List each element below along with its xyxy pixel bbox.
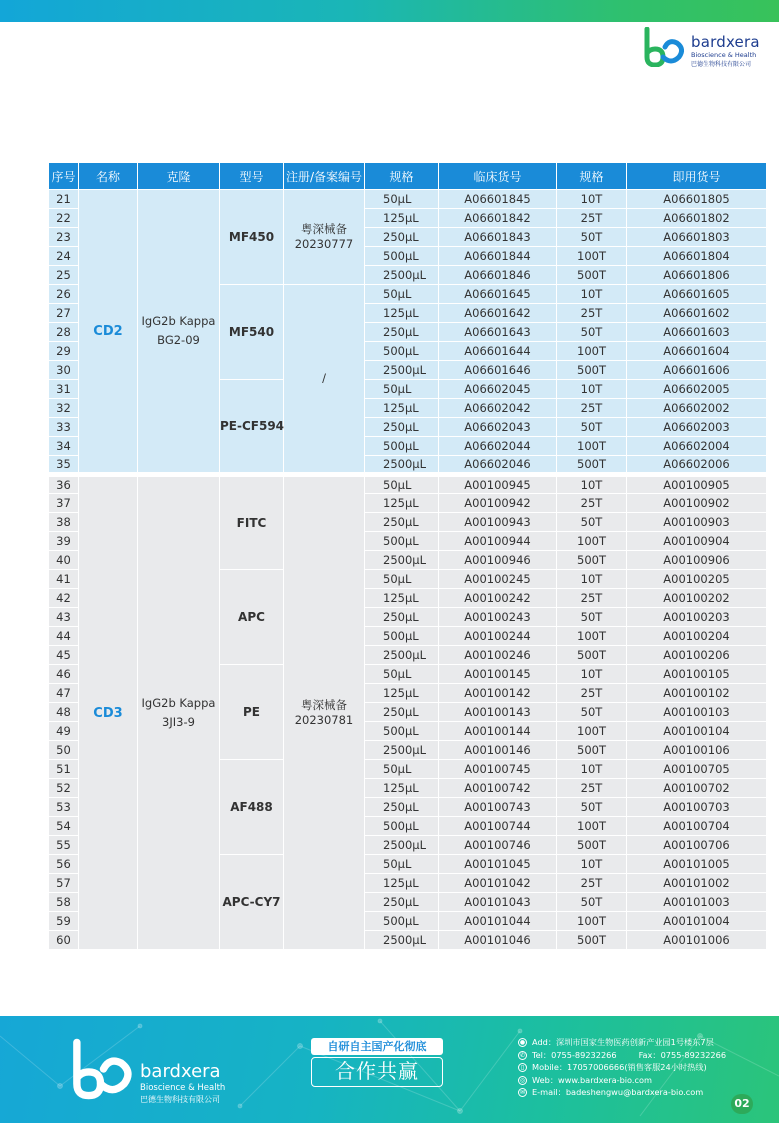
registration-line2: 20230777 xyxy=(294,237,354,251)
clinical-code: A00100242 xyxy=(439,589,557,608)
ready-code: A00100205 xyxy=(627,570,767,589)
spec-volume: 500μL xyxy=(365,912,439,931)
spec-tests: 100T xyxy=(557,817,627,836)
row-number: 47 xyxy=(49,684,79,703)
clinical-code: A00100245 xyxy=(439,570,557,589)
header-spec: 规格 xyxy=(365,163,439,190)
spec-tests: 500T xyxy=(557,361,627,380)
spec-volume: 250μL xyxy=(365,513,439,532)
clone-line1: IgG2b Kappa xyxy=(141,314,216,328)
clinical-code: A06601643 xyxy=(439,323,557,342)
ready-code: A00101005 xyxy=(627,855,767,874)
group-cd2 xyxy=(49,190,767,475)
footer-brand-sub-en: Bioscience & Health xyxy=(140,1083,226,1093)
spec-volume: 125μL xyxy=(365,304,439,323)
ready-code: A00100905 xyxy=(627,475,767,494)
row-number: 45 xyxy=(49,646,79,665)
spec-volume: 2500μL xyxy=(365,646,439,665)
header-spec-2: 规格 xyxy=(557,163,627,190)
row-number: 27 xyxy=(49,304,79,323)
spec-volume: 500μL xyxy=(365,532,439,551)
model-name: FITC xyxy=(220,475,284,570)
ready-code: A06602005 xyxy=(627,380,767,399)
header-name: 名称 xyxy=(79,163,138,190)
ready-code: A06601604 xyxy=(627,342,767,361)
row-number: 31 xyxy=(49,380,79,399)
spec-tests: 100T xyxy=(557,627,627,646)
row-number: 28 xyxy=(49,323,79,342)
row-number: 59 xyxy=(49,912,79,931)
spec-volume: 2500μL xyxy=(365,266,439,285)
spec-volume: 2500μL xyxy=(365,836,439,855)
row-number: 26 xyxy=(49,285,79,304)
spec-tests: 25T xyxy=(557,304,627,323)
spec-tests: 500T xyxy=(557,836,627,855)
ready-code: A00100202 xyxy=(627,589,767,608)
registration-cell: / xyxy=(284,285,365,475)
spec-tests: 500T xyxy=(557,931,627,950)
brand-name: bardxera xyxy=(691,33,760,51)
spec-volume: 50μL xyxy=(365,855,439,874)
row-number: 21 xyxy=(49,190,79,209)
clone-cell xyxy=(138,475,220,950)
clinical-code: A00101043 xyxy=(439,893,557,912)
clinical-code: A00100744 xyxy=(439,817,557,836)
spec-volume: 125μL xyxy=(365,494,439,513)
clinical-code: A06602045 xyxy=(439,380,557,399)
clinical-code: A06601845 xyxy=(439,190,557,209)
spec-volume: 500μL xyxy=(365,342,439,361)
clinical-code: A00100942 xyxy=(439,494,557,513)
row-number: 42 xyxy=(49,589,79,608)
spec-tests: 50T xyxy=(557,228,627,247)
row-number: 55 xyxy=(49,836,79,855)
header-ready-code: 即用货号 xyxy=(627,163,767,190)
row-number: 39 xyxy=(49,532,79,551)
spec-tests: 10T xyxy=(557,570,627,589)
registration-cell xyxy=(284,190,365,285)
registration-cell xyxy=(284,475,365,950)
clone-cell xyxy=(138,190,220,475)
spec-volume: 2500μL xyxy=(365,361,439,380)
clone-line2: 3JI3-9 xyxy=(162,715,195,729)
header-clinical-code: 临床货号 xyxy=(439,163,557,190)
row-number: 40 xyxy=(49,551,79,570)
spec-tests: 100T xyxy=(557,247,627,266)
ready-code: A06602004 xyxy=(627,437,767,456)
clinical-code: A06601646 xyxy=(439,361,557,380)
web-link[interactable]: Web：www.bardxera-bio.com xyxy=(532,1074,653,1085)
antigen-name: CD2 xyxy=(79,190,138,475)
row-number: 41 xyxy=(49,570,79,589)
clinical-code: A00100142 xyxy=(439,684,557,703)
clone-line2: BG2-09 xyxy=(157,333,200,347)
spec-tests: 25T xyxy=(557,399,627,418)
brand-sub-cn: 巴德生物科技有限公司 xyxy=(691,61,752,68)
mobile-text: Mobile：17057006666(销售客服24小时热线) xyxy=(532,1062,707,1073)
ready-code: A00100203 xyxy=(627,608,767,627)
spec-volume: 250μL xyxy=(365,893,439,912)
ready-code: A00100706 xyxy=(627,836,767,855)
model-name: MF540 xyxy=(220,285,284,380)
spec-tests: 100T xyxy=(557,532,627,551)
slogan-top: 自研自主国产化彻底 xyxy=(311,1038,443,1055)
spec-tests: 25T xyxy=(557,209,627,228)
spec-tests: 25T xyxy=(557,779,627,798)
spec-tests: 500T xyxy=(557,646,627,665)
spec-volume: 50μL xyxy=(365,190,439,209)
row-number: 23 xyxy=(49,228,79,247)
spec-tests: 50T xyxy=(557,703,627,722)
row-number: 35 xyxy=(49,456,79,475)
spec-tests: 10T xyxy=(557,380,627,399)
spec-volume: 500μL xyxy=(365,247,439,266)
model-name: PE-CF594 xyxy=(220,380,284,475)
top-gradient-bar xyxy=(0,0,779,22)
row-number: 38 xyxy=(49,513,79,532)
spec-volume: 500μL xyxy=(365,722,439,741)
model-name: APC xyxy=(220,570,284,665)
clinical-code: A00100244 xyxy=(439,627,557,646)
ready-code: A00100705 xyxy=(627,760,767,779)
row-number: 50 xyxy=(49,741,79,760)
spec-tests: 100T xyxy=(557,722,627,741)
spec-tests: 50T xyxy=(557,323,627,342)
ready-code: A00100104 xyxy=(627,722,767,741)
clinical-code: A00100943 xyxy=(439,513,557,532)
mobile-icon: ▯ xyxy=(518,1063,527,1072)
clinical-code: A06601644 xyxy=(439,342,557,361)
ready-code: A06601602 xyxy=(627,304,767,323)
header-model: 型号 xyxy=(220,163,284,190)
spec-volume: 125μL xyxy=(365,874,439,893)
spec-tests: 25T xyxy=(557,589,627,608)
clinical-code: A00100145 xyxy=(439,665,557,684)
bardxera-logo-icon xyxy=(68,1038,136,1100)
ready-code: A00100105 xyxy=(627,665,767,684)
clinical-code: A00100745 xyxy=(439,760,557,779)
header-clone: 克隆 xyxy=(138,163,220,190)
clinical-code: A00101042 xyxy=(439,874,557,893)
clone-line1: IgG2b Kappa xyxy=(141,696,216,710)
row-number: 52 xyxy=(49,779,79,798)
page-number: 02 xyxy=(731,1094,753,1114)
clinical-code: A00100146 xyxy=(439,741,557,760)
model-name: APC-CY7 xyxy=(220,855,284,950)
ready-code: A00100103 xyxy=(627,703,767,722)
ready-code: A06601804 xyxy=(627,247,767,266)
clinical-code: A00100246 xyxy=(439,646,557,665)
ready-code: A06601802 xyxy=(627,209,767,228)
clinical-code: A00100144 xyxy=(439,722,557,741)
clinical-code: A06601645 xyxy=(439,285,557,304)
row-number: 24 xyxy=(49,247,79,266)
spec-volume: 2500μL xyxy=(365,551,439,570)
spec-volume: 250μL xyxy=(365,323,439,342)
clinical-code: A06601844 xyxy=(439,247,557,266)
table-header-row xyxy=(49,163,767,190)
product-table xyxy=(48,162,767,950)
clinical-code: A06602046 xyxy=(439,456,557,475)
row-number: 22 xyxy=(49,209,79,228)
bardxera-logo-icon xyxy=(641,27,687,67)
footer xyxy=(0,1016,779,1123)
spec-tests: 25T xyxy=(557,494,627,513)
spec-volume: 500μL xyxy=(365,437,439,456)
ready-code: A00100902 xyxy=(627,494,767,513)
location-icon: ● xyxy=(519,1039,526,1046)
ready-code: A00100106 xyxy=(627,741,767,760)
footer-brand-sub-cn: 巴德生物科技有限公司 xyxy=(140,1095,220,1104)
spec-tests: 10T xyxy=(557,190,627,209)
spec-volume: 250μL xyxy=(365,608,439,627)
spec-tests: 50T xyxy=(557,513,627,532)
ready-code: A06602006 xyxy=(627,456,767,475)
row-number: 44 xyxy=(49,627,79,646)
spec-volume: 125μL xyxy=(365,589,439,608)
clinical-code: A06601846 xyxy=(439,266,557,285)
address-text: Add：深圳市国家生物医药创新产业园1号楼东7层 xyxy=(532,1037,714,1047)
spec-tests: 500T xyxy=(557,741,627,760)
row-number: 30 xyxy=(49,361,79,380)
model-name: PE xyxy=(220,665,284,760)
spec-tests: 500T xyxy=(557,456,627,475)
ready-code: A00100704 xyxy=(627,817,767,836)
ready-code: A06601806 xyxy=(627,266,767,285)
spec-volume: 250μL xyxy=(365,703,439,722)
ready-code: A00101006 xyxy=(627,931,767,950)
header-logo xyxy=(641,27,766,67)
ready-code: A06601606 xyxy=(627,361,767,380)
clinical-code: A06601642 xyxy=(439,304,557,323)
ready-code: A00100904 xyxy=(627,532,767,551)
clinical-code: A00100743 xyxy=(439,798,557,817)
ready-code: A00100206 xyxy=(627,646,767,665)
ready-code: A00100906 xyxy=(627,551,767,570)
spec-tests: 50T xyxy=(557,418,627,437)
registration-line1: 粤深械备 xyxy=(301,698,347,712)
clinical-code: A06601842 xyxy=(439,209,557,228)
table-row xyxy=(49,190,767,209)
row-number: 37 xyxy=(49,494,79,513)
spec-volume: 2500μL xyxy=(365,931,439,950)
model-name: AF488 xyxy=(220,760,284,855)
table-row xyxy=(49,475,767,494)
clinical-code: A00100946 xyxy=(439,551,557,570)
spec-volume: 125μL xyxy=(365,779,439,798)
footer-logo xyxy=(68,1032,233,1112)
ready-code: A06601805 xyxy=(627,190,767,209)
ready-code: A00100903 xyxy=(627,513,767,532)
spec-volume: 50μL xyxy=(365,380,439,399)
ready-code: A06601605 xyxy=(627,285,767,304)
spec-tests: 10T xyxy=(557,285,627,304)
ready-code: A00100204 xyxy=(627,627,767,646)
spec-tests: 500T xyxy=(557,551,627,570)
tel-text: Tel：0755-89232266 xyxy=(532,1049,617,1060)
spec-tests: 25T xyxy=(557,684,627,703)
spec-volume: 250μL xyxy=(365,228,439,247)
clinical-code: A00101046 xyxy=(439,931,557,950)
clinical-code: A00101044 xyxy=(439,912,557,931)
clinical-code: A00100945 xyxy=(439,475,557,494)
row-number: 46 xyxy=(49,665,79,684)
row-number: 34 xyxy=(49,437,79,456)
spec-tests: 50T xyxy=(557,798,627,817)
registration-line1: 粤深械备 xyxy=(301,222,347,236)
spec-tests: 25T xyxy=(557,874,627,893)
spec-tests: 50T xyxy=(557,893,627,912)
spec-tests: 100T xyxy=(557,912,627,931)
row-number: 36 xyxy=(49,475,79,494)
ready-code: A06602002 xyxy=(627,399,767,418)
spec-volume: 125μL xyxy=(365,209,439,228)
row-number: 32 xyxy=(49,399,79,418)
row-number: 51 xyxy=(49,760,79,779)
row-number: 43 xyxy=(49,608,79,627)
spec-volume: 50μL xyxy=(365,570,439,589)
row-number: 48 xyxy=(49,703,79,722)
email-link[interactable]: E-mail：badeshengwu@bardxera-bio.com xyxy=(532,1087,704,1098)
fax-text: Fax：0755-89232266 xyxy=(638,1049,727,1060)
row-number: 57 xyxy=(49,874,79,893)
row-number: 29 xyxy=(49,342,79,361)
clinical-code: A06601843 xyxy=(439,228,557,247)
clinical-code: A00100143 xyxy=(439,703,557,722)
spec-volume: 2500μL xyxy=(365,456,439,475)
spec-volume: 250μL xyxy=(365,418,439,437)
spec-volume: 2500μL xyxy=(365,741,439,760)
spec-tests: 100T xyxy=(557,437,627,456)
footer-brand-name: bardxera xyxy=(140,1061,221,1082)
spec-tests: 10T xyxy=(557,760,627,779)
ready-code: A00101004 xyxy=(627,912,767,931)
ready-code: A00101002 xyxy=(627,874,767,893)
ready-code: A06601603 xyxy=(627,323,767,342)
row-number: 58 xyxy=(49,893,79,912)
antigen-name: CD3 xyxy=(79,475,138,950)
slogan xyxy=(311,1038,443,1087)
spec-volume: 500μL xyxy=(365,627,439,646)
ready-code: A00101003 xyxy=(627,893,767,912)
model-name: MF450 xyxy=(220,190,284,285)
spec-tests: 10T xyxy=(557,665,627,684)
clinical-code: A06602044 xyxy=(439,437,557,456)
ready-code: A06601803 xyxy=(627,228,767,247)
ready-code: A00100102 xyxy=(627,684,767,703)
spec-tests: 500T xyxy=(557,266,627,285)
spec-tests: 50T xyxy=(557,608,627,627)
row-number: 49 xyxy=(49,722,79,741)
row-number: 53 xyxy=(49,798,79,817)
ready-code: A00100703 xyxy=(627,798,767,817)
spec-volume: 250μL xyxy=(365,798,439,817)
spec-tests: 10T xyxy=(557,855,627,874)
spec-tests: 100T xyxy=(557,342,627,361)
registration-line2: 20230781 xyxy=(294,713,354,727)
brand-sub-en: Bioscience & Health xyxy=(691,51,757,59)
row-number: 60 xyxy=(49,931,79,950)
spec-volume: 125μL xyxy=(365,399,439,418)
row-number: 54 xyxy=(49,817,79,836)
spec-volume: 50μL xyxy=(365,665,439,684)
web-icon: ◎ xyxy=(519,1076,526,1084)
clinical-code: A06602043 xyxy=(439,418,557,437)
clinical-code: A00100742 xyxy=(439,779,557,798)
ready-code: A06602003 xyxy=(627,418,767,437)
header-no: 序号 xyxy=(49,163,79,190)
email-icon: ✉ xyxy=(519,1089,526,1097)
spec-volume: 50μL xyxy=(365,760,439,779)
clinical-code: A06602042 xyxy=(439,399,557,418)
clinical-code: A00100944 xyxy=(439,532,557,551)
group-cd3 xyxy=(49,475,767,950)
header-registration: 注册/备案编号 xyxy=(284,163,365,190)
row-number: 33 xyxy=(49,418,79,437)
clinical-code: A00101045 xyxy=(439,855,557,874)
spec-volume: 125μL xyxy=(365,684,439,703)
spec-tests: 10T xyxy=(557,475,627,494)
spec-volume: 500μL xyxy=(365,817,439,836)
contact-info xyxy=(518,1036,728,1099)
row-number: 25 xyxy=(49,266,79,285)
ready-code: A00100702 xyxy=(627,779,767,798)
spec-volume: 50μL xyxy=(365,475,439,494)
spec-volume: 50μL xyxy=(365,285,439,304)
phone-icon: ✆ xyxy=(519,1051,526,1059)
slogan-main: 合作共赢 xyxy=(311,1057,443,1087)
clinical-code: A00100746 xyxy=(439,836,557,855)
clinical-code: A00100243 xyxy=(439,608,557,627)
row-number: 56 xyxy=(49,855,79,874)
